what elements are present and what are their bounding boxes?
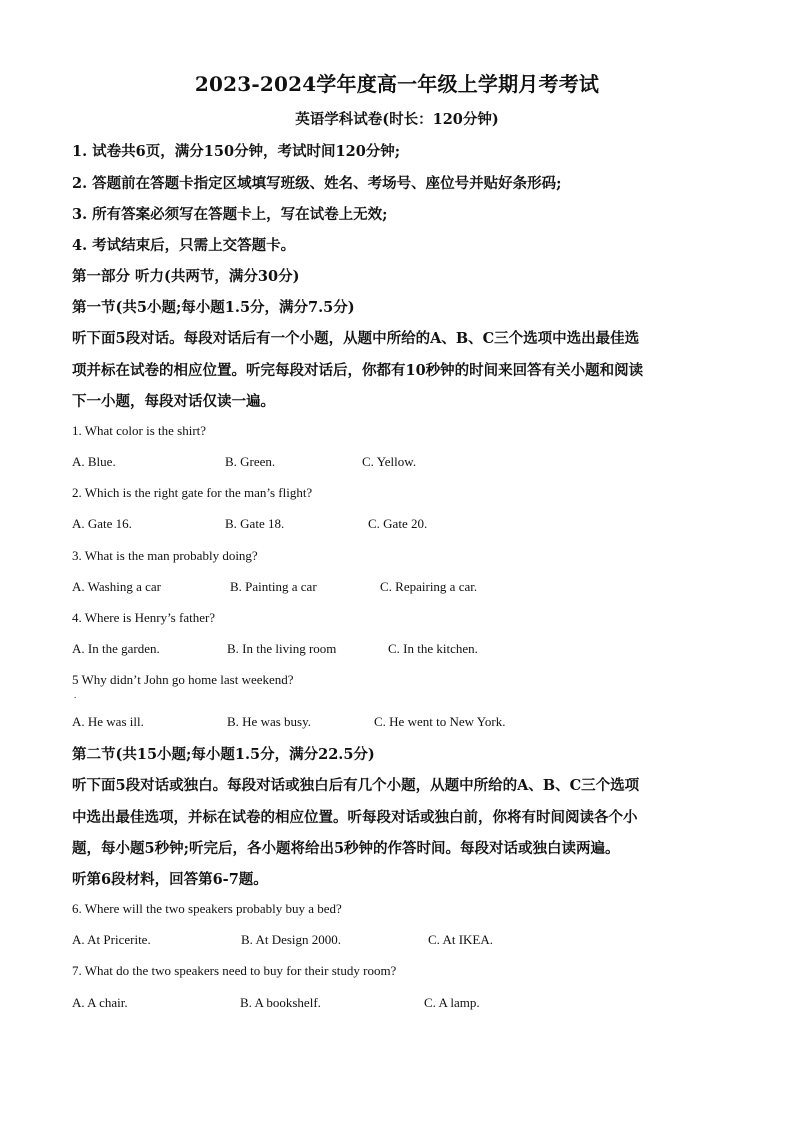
exam-subtitle: 英语学科试卷(时长：120分钟) bbox=[295, 111, 499, 128]
section2-instruction-line: 听下面5段对话或独白。每段对话或独白后有几个小题，从题中所给的A、B、C三个选项 bbox=[72, 777, 640, 794]
option-c: C. At IKEA. bbox=[428, 932, 493, 947]
option-c: C. In the kitchen. bbox=[388, 641, 478, 656]
note-1: 1. 试卷共6页，满分150分钟，考试时间120分钟; bbox=[72, 143, 401, 160]
exam-title: 2023-2024学年度高一年级上学期月考考试 bbox=[194, 72, 600, 96]
section2-instruction-line: 题，每小题5秒钟;听完后，各小题将给出5秒钟的作答时间。每段对话或独白读两遍。 bbox=[72, 840, 620, 857]
section1-instruction-line: 下一小题，每段对话仅读一遍。 bbox=[72, 393, 275, 410]
option-a: A. At Pricerite. bbox=[72, 932, 151, 947]
option-a: A. A chair. bbox=[72, 995, 128, 1010]
part1-heading: 第一部分 听力(共两节，满分30分) bbox=[72, 268, 300, 285]
option-c: C. A lamp. bbox=[424, 995, 480, 1010]
note-4: 4. 考试结束后，只需上交答题卡。 bbox=[72, 237, 296, 254]
question-1: 1. What color is the shirt? bbox=[72, 423, 207, 438]
section2-heading: 第二节(共15小题;每小题1.5分，满分22.5分) bbox=[72, 746, 375, 763]
note-3: 3. 所有答案必须写在答题卡上，写在试卷上无效; bbox=[72, 206, 388, 223]
option-b: B. A bookshelf. bbox=[240, 995, 321, 1010]
section1-heading: 第一节(共5小题;每小题1.5分，满分7.5分) bbox=[72, 299, 355, 316]
option-c: C. Yellow. bbox=[362, 454, 417, 469]
question-5: 5 Why didn’t John go home last weekend? bbox=[72, 672, 294, 687]
question-6: 6. Where will the two speakers probably buy a bed? bbox=[72, 901, 342, 916]
option-a: A. Blue. bbox=[72, 454, 116, 469]
section1-instruction-line: 项并标在试卷的相应位置。听完每段对话后，你都有10秒钟的时间来回答有关小题和阅读 bbox=[72, 362, 644, 379]
option-b: B. Painting a car bbox=[230, 579, 317, 594]
option-b: B. Green. bbox=[225, 454, 276, 469]
option-b: B. In the living room bbox=[227, 641, 337, 656]
section1-instruction-line: 听下面5段对话。每段对话后有一个小题，从题中所给的A、B、C三个选项中选出最佳选 bbox=[72, 330, 640, 347]
option-a: A. In the garden. bbox=[72, 641, 160, 656]
question-2: 2. Which is the right gate for the man’s flight? bbox=[72, 485, 313, 500]
option-c: C. Gate 20. bbox=[368, 516, 428, 531]
option-a: A. He was ill. bbox=[72, 714, 144, 729]
option-a: A. Gate 16. bbox=[72, 516, 132, 531]
question-7: 7. What do the two speakers need to buy for their study room? bbox=[72, 963, 397, 978]
stray-mark: . bbox=[74, 690, 77, 700]
option-a: A. Washing a car bbox=[72, 579, 161, 594]
question-3: 3. What is the man probably doing? bbox=[72, 548, 258, 563]
option-c: C. He went to New York. bbox=[374, 714, 506, 729]
note-2: 2. 答题前在答题卡指定区域填写班级、姓名、考场号、座位号并贴好条形码; bbox=[72, 175, 562, 192]
option-c: C. Repairing a car. bbox=[380, 579, 478, 594]
option-b: B. Gate 18. bbox=[225, 516, 285, 531]
option-b: B. At Design 2000. bbox=[241, 932, 342, 947]
material-6-heading: 听第6段材料，回答第6-7题。 bbox=[72, 871, 268, 888]
option-b: B. He was busy. bbox=[227, 714, 312, 729]
question-4: 4. Where is Henry’s father? bbox=[72, 610, 216, 625]
section2-instruction-line: 中选出最佳选项，并标在试卷的相应位置。听每段对话或独白前，你将有时间阅读各个小 bbox=[72, 809, 638, 826]
